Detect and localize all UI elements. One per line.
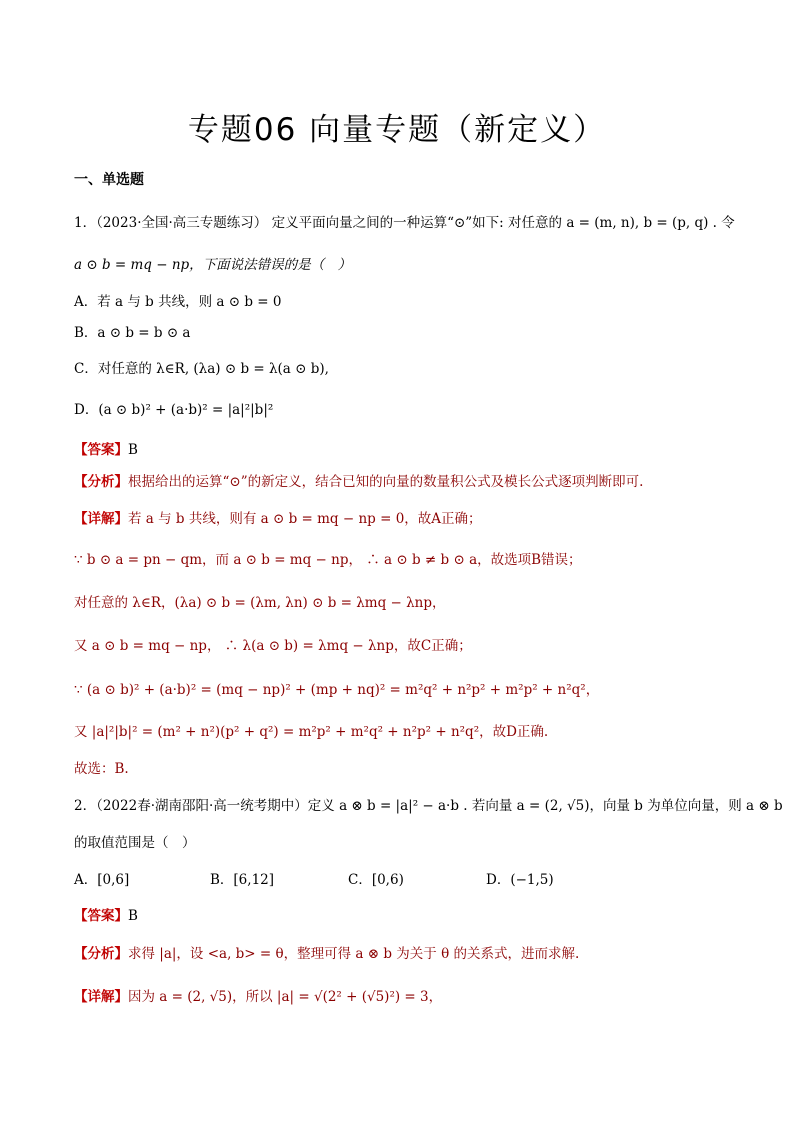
answer-tag: 【答案】: [74, 442, 128, 458]
detail-text: λ∈R，(λa) ⊙ b = (λm, λn) ⊙ b = λmq − λnp，: [128, 595, 446, 611]
q1-detail-line-2: [74, 550, 582, 570]
detail-text: ∵ (a ⊙ b)² + (a·b)² = (mq − np)² + (mp + nq)² = m²q² + n²p² + m²p² + n²q²，: [74, 682, 600, 698]
detail-text: a ⊙ b = mq − np， ∴ λ(a ⊙ b) = λmq − λnp: [87, 638, 394, 654]
q1-conclusion: 故选：B.: [74, 761, 129, 777]
q2-stem-line-1: 2．（2022春·湖南邵阳·高一统考期中）定义 a ⊗ b = |a|² − a·b . 若向量 a = (2, √5)，向量 b 为单位向量，则 a ⊗ b: [74, 798, 783, 814]
analysis-tag: 【分析】: [74, 946, 128, 962]
answer-value: B: [128, 442, 138, 458]
detail-note: ，故C正确；: [393, 638, 472, 654]
q2-option-c: C．[0,6): [348, 872, 404, 888]
answer-tag: 【答案】: [74, 908, 128, 924]
q2-analysis: [74, 944, 579, 964]
detail-text: ∵ b ⊙ a = pn − qm，而 a ⊙ b = mq − np， ∴ a ⊙ b ≠ b ⊙ a: [74, 552, 478, 568]
q1-answer: [74, 440, 138, 460]
q1-analysis: [74, 472, 643, 492]
q1-option-a: A．若 a 与 b 共线，则 a ⊙ b = 0: [74, 294, 282, 310]
analysis-tag: 【分析】: [74, 474, 128, 490]
section-heading: 一、单选题: [74, 172, 144, 188]
q2-answer: [74, 906, 138, 926]
q2-detail-line-1: [74, 987, 442, 1007]
q1-detail-line-4: [74, 636, 472, 656]
q1-stem-line-1: 1．（2023·全国·高三专题练习） 定义平面向量之间的一种运算“⊙”如下: 对任意的 a = (m, n), b = (p, q) . 令: [74, 215, 735, 231]
detail-note: ，故选项B错误；: [477, 552, 582, 568]
detail-tag: 【详解】: [74, 989, 128, 1005]
q1-detail-line-5: [74, 680, 599, 700]
analysis-text: 根据给出的运算“⊙”的新定义，结合已知的向量的数量积公式及模长公式逐项判断即可.: [128, 474, 644, 490]
detail-text: |a|²|b|² = (m² + n²)(p² + q²) = m²p² + m²q² + n²p² + n²q²: [87, 724, 480, 740]
detail-lead: 又: [74, 724, 88, 740]
q1-detail-line-1: [74, 509, 482, 529]
q1-option-d: D．(a ⊙ b)² + (a·b)² = |a|²|b|²: [74, 402, 274, 418]
detail-lead: 对任意的: [74, 595, 128, 611]
q2-stem-line-2: 的取值范围是（ ）: [74, 835, 196, 851]
detail-lead: 又: [74, 638, 88, 654]
q1-option-c: C．对任意的 λ∈R, (λa) ⊙ b = λ(a ⊙ b),: [74, 361, 329, 377]
detail-tag: 【详解】: [74, 511, 128, 527]
page-title: 专题06 向量专题（新定义）: [187, 112, 607, 148]
analysis-text: 求得 |a|，设 <a, b> = θ，整理可得 a ⊗ b 为关于 θ 的关系式，进而求解.: [128, 946, 580, 962]
q2-option-b: B．[6,12]: [210, 872, 275, 888]
detail-note: ，故A正确；: [404, 511, 482, 527]
detail-note: ，故D正确.: [479, 724, 549, 740]
q2-option-a: A．[0,6]: [74, 872, 130, 888]
q1-detail-line-3: [74, 593, 446, 613]
q2-option-d: D．(−1,5): [486, 872, 554, 888]
q1-option-b: B．a ⊙ b = b ⊙ a: [74, 325, 191, 341]
detail-text: 因为 a = (2, √5)，所以 |a| = √(2² + (√5)²) = 3，: [128, 989, 443, 1005]
q1-detail-line-6: [74, 722, 548, 742]
detail-text: 若 a 与 b 共线，则有 a ⊙ b = mq − np = 0: [128, 511, 405, 527]
answer-value: B: [128, 908, 138, 924]
q1-stem-line-2: a ⊙ b = mq − np，下面说法错误的是（ ）: [74, 257, 352, 273]
